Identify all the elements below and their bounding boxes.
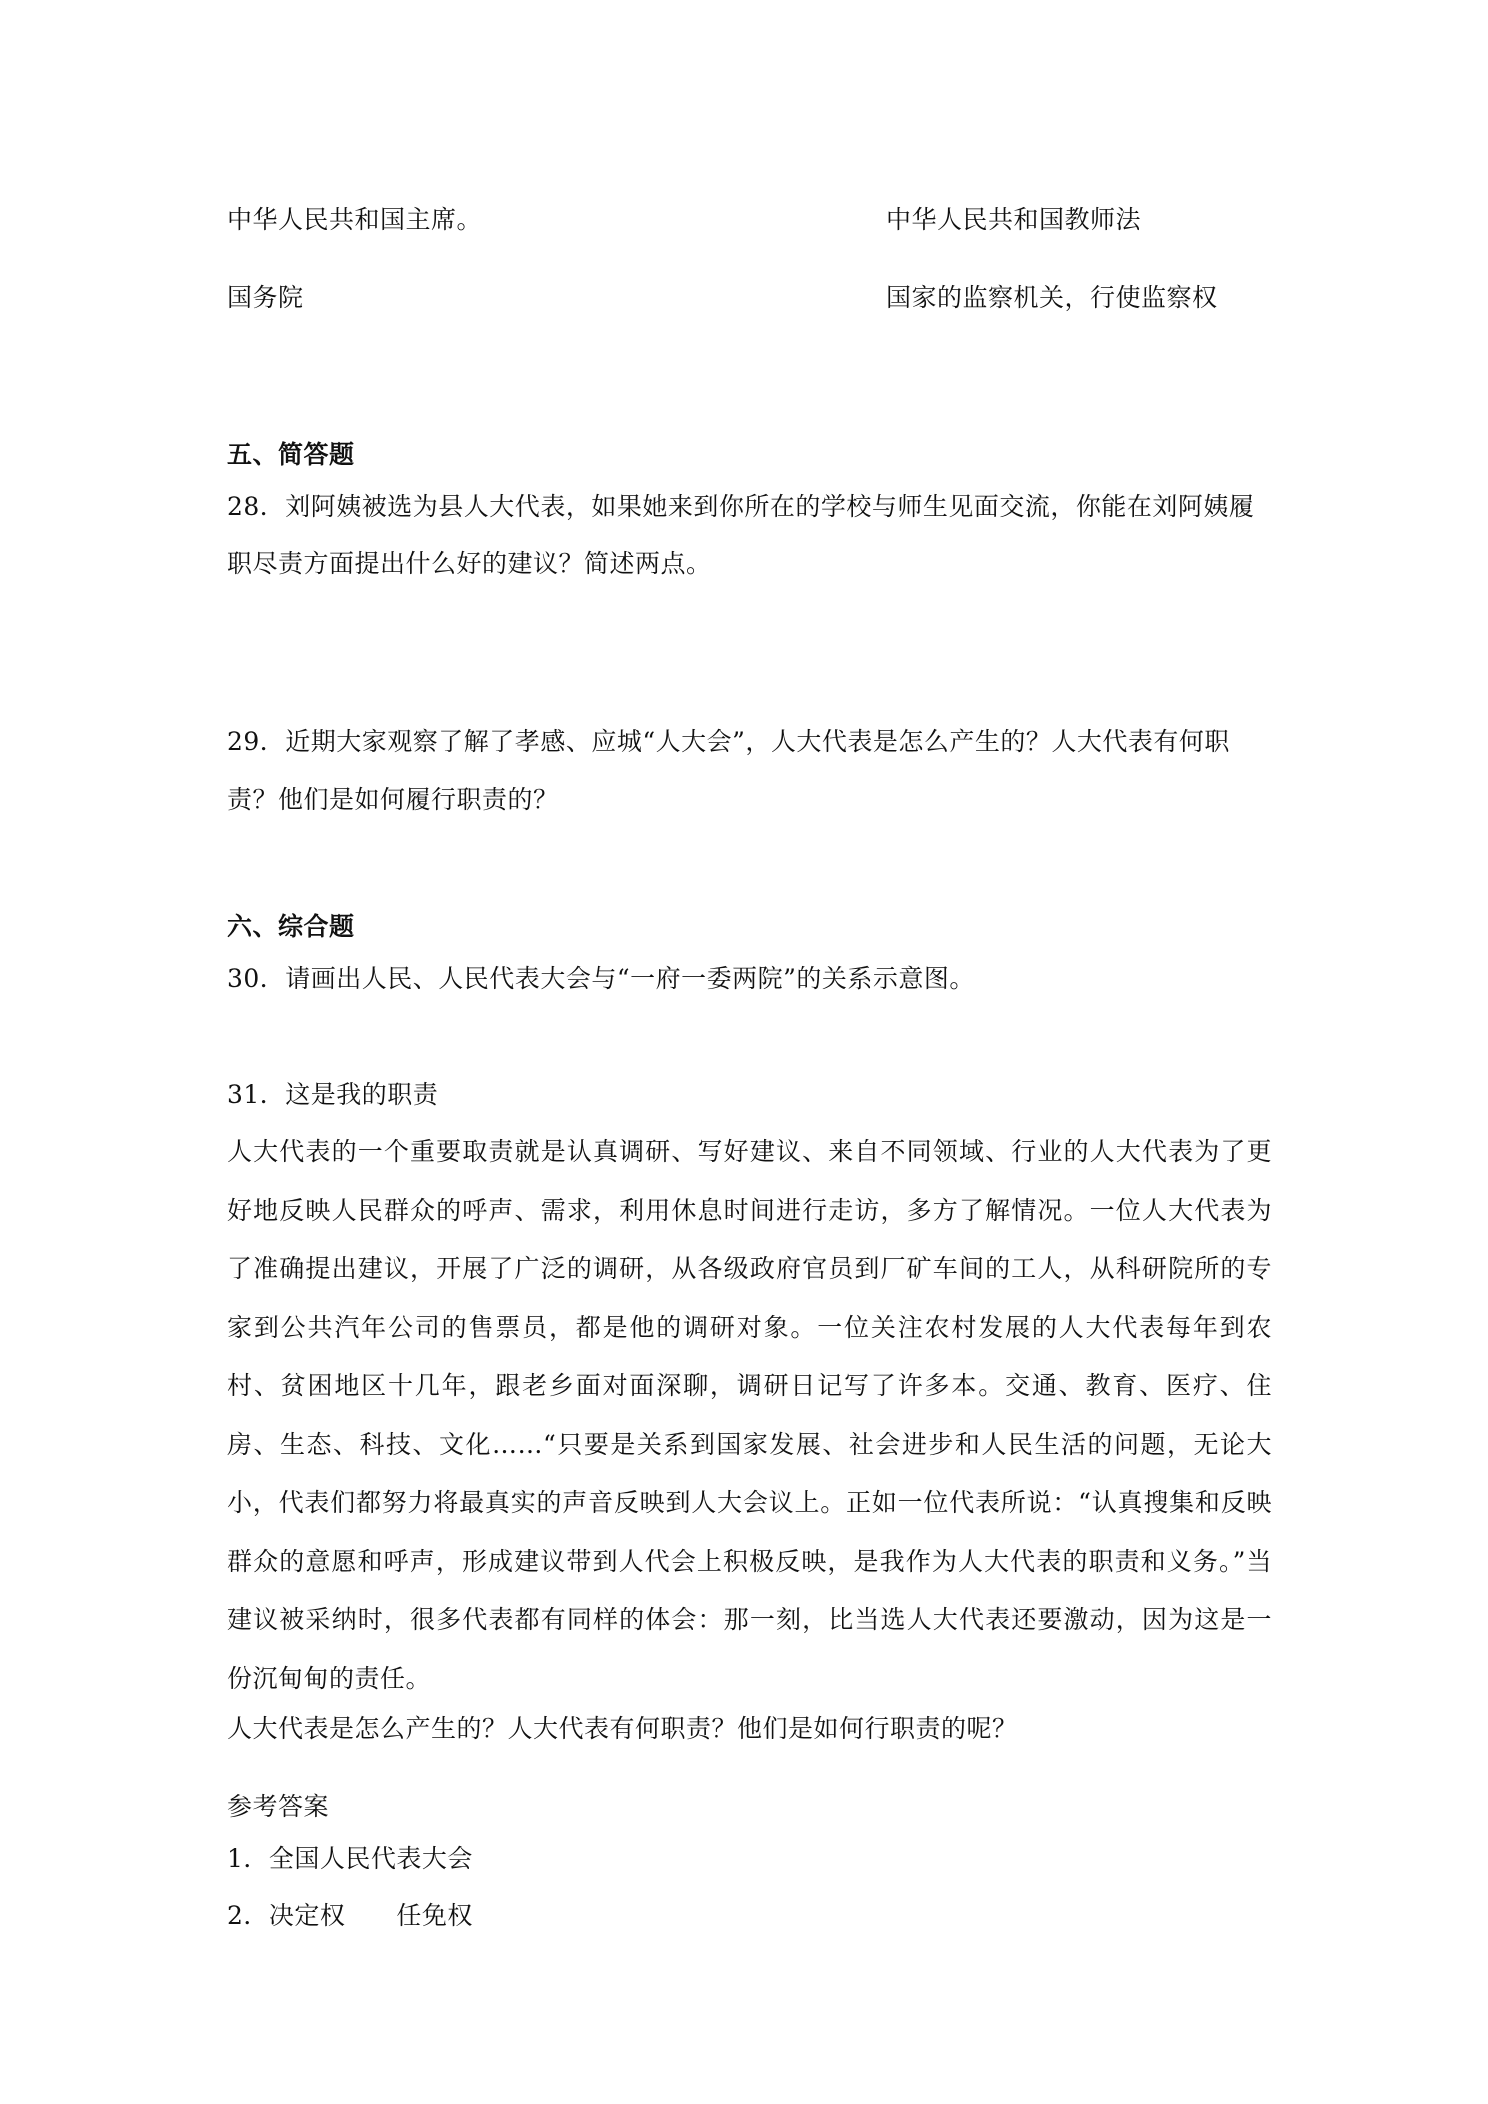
question-29-line-2: 责？他们是如何履行职责的？ — [227, 785, 559, 814]
answers-heading: 参考答案 — [227, 1792, 330, 1821]
question-28-line-2: 职尽责方面提出什么好的建议？简述两点。 — [227, 549, 712, 578]
answer-1: 1．全国人民代表大会 — [227, 1844, 473, 1873]
question-31-question: 人大代表是怎么产生的？人大代表有何职责？他们是如何行职责的呢？ — [227, 1714, 1018, 1743]
matching-left-2: 国务院 — [227, 283, 304, 312]
section-heading-comprehensive: 六、综合题 — [227, 912, 355, 941]
question-31-passage: 人大代表的一个重要取责就是认真调研、写好建议、来自不同领域、行业的人大代表为了更好地反映人民群众的呼声、需求，利用休息时间进行走访，多方了解情况。一位人大代表为了准确提出建议，开展了广泛的调研，从各级政府官员到厂矿车间的工人，从科研院所的专家到公共汽年公司的售票员，都是他的调研对象。一位关注农村发展的人大代表每年到农村、贫困地区十几年，跟老乡面对面深聊，调研日记写了许多本。交通、教育、医疗、住房、生态、科技、文化……“只要是关系到国家发展、社会进步和人民生活的问题，无论大小，代表们都努力将最真实的声音反映到人大会议上。正如一位代表所说：“认真搜集和反映群众的意愿和呼声，形成建议带到人代会上积极反映，是我作为人大代表的职责和义务。”当建议被采纳时，很多代表都有同样的体会：那一刻，比当选人大代表还要激动，因为这是一份沉甸甸的责任。 — [227, 1137, 1272, 1693]
question-30: 30．请画出人民、人民代表大会与“一府一委两院”的关系示意图。 — [227, 964, 975, 993]
matching-left-1: 中华人民共和国主席。 — [227, 205, 483, 234]
question-31-title: 31．这是我的职责 — [227, 1080, 439, 1109]
matching-right-1: 中华人民共和国教师法 — [886, 205, 1142, 234]
matching-right-2: 国家的监察机关，行使监察权 — [886, 283, 1218, 312]
question-28-line-1: 28．刘阿姨被选为县人大代表，如果她来到你所在的学校与师生见面交流，你能在刘阿姨履 — [227, 492, 1255, 521]
question-29-line-1: 29．近期大家观察了解了孝感、应城“人大会”，人大代表是怎么产生的？人大代表有何职 — [227, 727, 1230, 756]
answer-2: 2．决定权 任免权 — [227, 1901, 473, 1930]
section-heading-short-answer: 五、简答题 — [227, 440, 355, 469]
